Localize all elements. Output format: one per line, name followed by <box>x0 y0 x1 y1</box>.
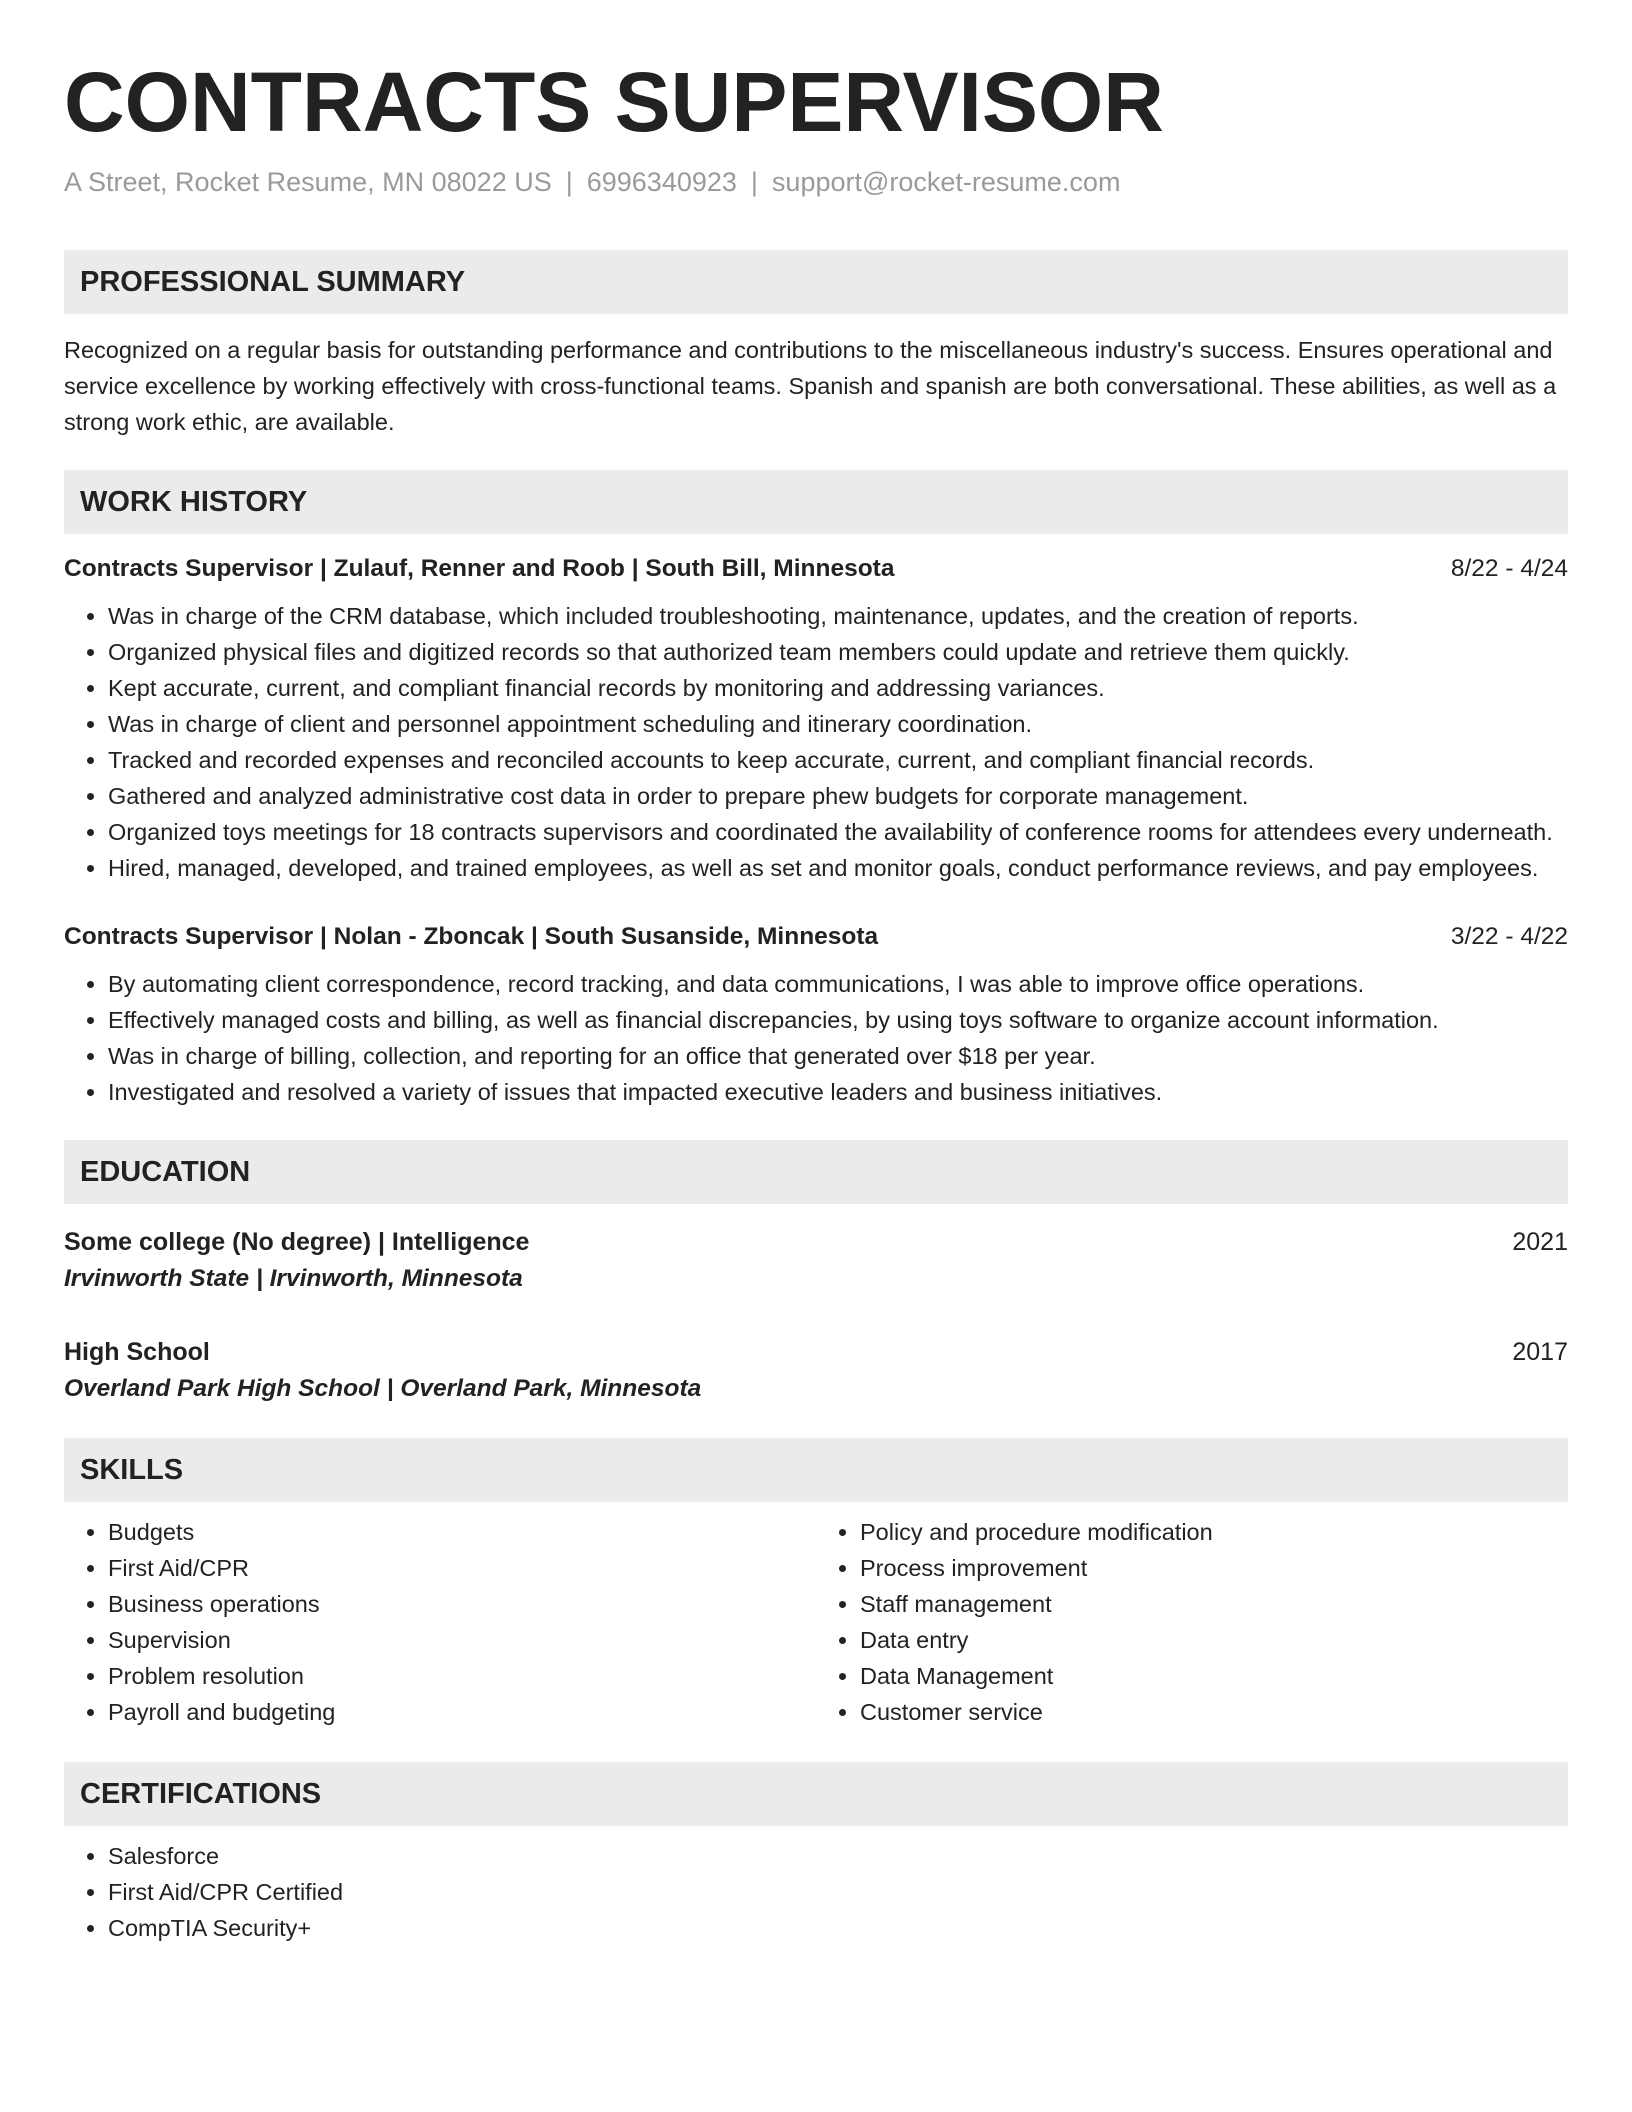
skill-item: • First Aid/CPR <box>108 1550 816 1586</box>
job-bullet: • Was in charge of billing, collection, and reporting for an office that generated over $18 per year. <box>108 1038 1568 1074</box>
job-title: Contracts Supervisor | Nolan - Zboncak | South Susanside, Minnesota <box>64 923 879 951</box>
education-school: Irvinworth State | Irvinworth, Minnesota <box>64 1265 523 1293</box>
job-dates: 8/22 - 4/24 <box>1450 555 1568 583</box>
education-year: 2017 <box>1512 1338 1568 1367</box>
section-header-education: EDUCATION <box>64 1140 1568 1204</box>
job-entry <box>64 552 1568 886</box>
education-entry <box>64 1224 1568 1298</box>
skills-list <box>816 1514 1568 1730</box>
skill-item: • Supervision <box>108 1622 816 1658</box>
contact-line <box>64 166 1568 198</box>
contact-email: support@rocket-resume.com <box>771 167 1121 197</box>
skill-item: • Payroll and budgeting <box>108 1694 816 1730</box>
certification-item: • CompTIA Security+ <box>108 1910 1568 1946</box>
job-bullet-list <box>64 966 1568 1110</box>
job-bullet: • Was in charge of client and personnel appointment scheduling and itinerary coordination. <box>108 706 1568 742</box>
education-header <box>64 1224 1568 1260</box>
job-bullet: • Kept accurate, current, and compliant financial records by monitoring and addressing variances. <box>108 670 1568 706</box>
contact-separator: | <box>565 167 573 197</box>
skill-item: • Customer service <box>860 1694 1568 1730</box>
section-header-skills: SKILLS <box>64 1438 1568 1502</box>
section-header-work-history: WORK HISTORY <box>64 470 1568 534</box>
job-header <box>64 920 1568 954</box>
skill-item: • Staff management <box>860 1586 1568 1622</box>
job-bullet: • By automating client correspondence, record tracking, and data communications, I was able to improve office operations. <box>108 966 1568 1002</box>
skill-item: • Data entry <box>860 1622 1568 1658</box>
certifications-list <box>64 1838 1568 1946</box>
job-bullet: • Organized toys meetings for 18 contracts supervisors and coordinated the availability of conference rooms for attendees every underneath. <box>108 814 1568 850</box>
summary-paragraph: Recognized on a regular basis for outstanding performance and contributions to the miscellaneous industry's success. Ensures operational and service excellence by working effectively with cross-functional teams. Spanish and spanish are both conversational. These abilities, as well as a strong work ethic, are available. <box>64 337 1557 436</box>
contact-address: A Street, Rocket Resume, MN 08022 US <box>64 167 552 197</box>
job-bullet-list <box>64 598 1568 886</box>
job-bullet: • Gathered and analyzed administrative cost data in order to prepare phew budgets for corporate management. <box>108 778 1568 814</box>
skill-item: • Process improvement <box>860 1550 1568 1586</box>
job-dates: 3/22 - 4/22 <box>1450 923 1568 951</box>
candidate-name: CONTRACTS SUPERVISOR <box>64 55 1164 149</box>
skill-item: • Business operations <box>108 1586 816 1622</box>
skill-item: • Policy and procedure modification <box>860 1514 1568 1550</box>
section-header-summary: PROFESSIONAL SUMMARY <box>64 250 1568 314</box>
education-degree: High School <box>64 1338 210 1367</box>
contact-separator: | <box>750 167 758 197</box>
skills-list <box>64 1514 816 1730</box>
education-entry <box>64 1334 1568 1408</box>
education-year: 2021 <box>1512 1228 1568 1257</box>
skill-item: • Data Management <box>860 1658 1568 1694</box>
job-bullet: • Investigated and resolved a variety of issues that impacted executive leaders and business initiatives. <box>108 1074 1568 1110</box>
job-header <box>64 552 1568 586</box>
certification-item: • Salesforce <box>108 1838 1568 1874</box>
skills-columns <box>64 1514 1568 1730</box>
skill-item: • Budgets <box>108 1514 816 1550</box>
job-bullet: • Was in charge of the CRM database, which included troubleshooting, maintenance, updates, and the creation of reports. <box>108 598 1568 634</box>
skill-item: • Problem resolution <box>108 1658 816 1694</box>
skills-column-left <box>64 1514 816 1730</box>
job-entry <box>64 920 1568 1110</box>
education-school: Overland Park High School | Overland Park, Minnesota <box>64 1375 702 1403</box>
job-bullet: • Organized physical files and digitized records so that authorized team members could update and retrieve them quickly. <box>108 634 1568 670</box>
contact-phone: 6996340923 <box>586 167 737 197</box>
job-title: Contracts Supervisor | Zulauf, Renner and Roob | South Bill, Minnesota <box>64 555 895 583</box>
education-header <box>64 1334 1568 1370</box>
skills-column-right <box>816 1514 1568 1730</box>
section-header-certifications: CERTIFICATIONS <box>64 1762 1568 1826</box>
job-bullet: • Tracked and recorded expenses and reconciled accounts to keep accurate, current, and compliant financial records. <box>108 742 1568 778</box>
certification-item: • First Aid/CPR Certified <box>108 1874 1568 1910</box>
job-bullet: • Hired, managed, developed, and trained employees, as well as set and monitor goals, conduct performance reviews, and pay employees. <box>108 850 1568 886</box>
education-degree: Some college (No degree) | Intelligence <box>64 1228 530 1257</box>
job-bullet: • Effectively managed costs and billing, as well as financial discrepancies, by using toys software to organize account information. <box>108 1002 1568 1038</box>
